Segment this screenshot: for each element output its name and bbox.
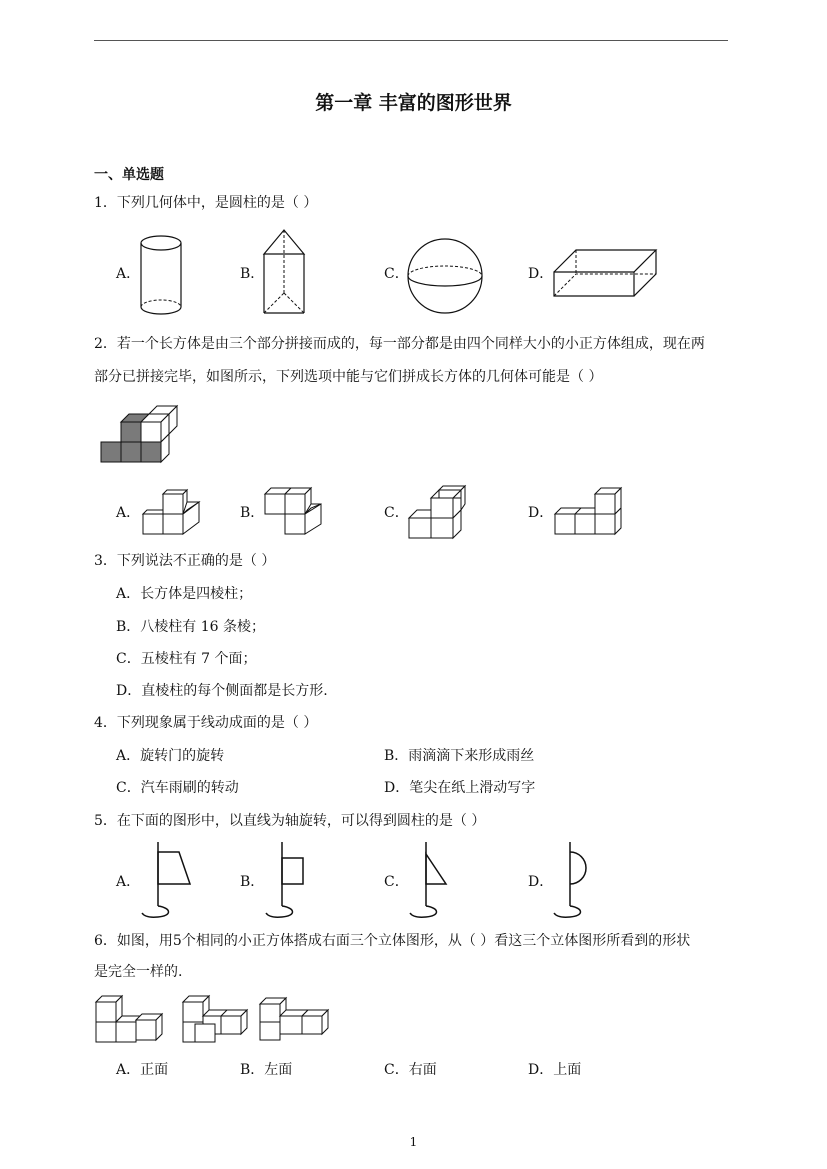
question-5-stem: 5．在下面的图形中，以直线为轴旋转，可以得到圆柱的是（ ）	[94, 813, 486, 829]
question-3-stem: 3．下列说法不正确的是（ ）	[94, 553, 276, 569]
q3-option-d: D．直棱柱的每个侧面都是长方形.	[116, 683, 328, 699]
q6-option-b: B．左面	[240, 1062, 293, 1078]
q3-option-c: C．五棱柱有 7 个面；	[116, 651, 257, 667]
question-1-stem: 1．下列几何体中，是圆柱的是（ ）	[94, 195, 318, 211]
q1-option-c-label: C．	[384, 266, 409, 282]
q6-option-c: C．右面	[384, 1062, 437, 1078]
page-title: 第一章 丰富的图形世界	[315, 92, 512, 114]
q4-option-c: C．汽车雨刷的转动	[116, 780, 239, 796]
question-6-stem-line2: 是完全一样的.	[94, 964, 183, 980]
q5-option-b-rectangle-figure	[262, 842, 312, 920]
q2-option-b-label: B．	[240, 505, 265, 521]
question-4-stem: 4．下列现象属于线动成面的是（ ）	[94, 715, 318, 731]
cuboid-icon	[552, 248, 660, 300]
q3-option-a: A．长方体是四棱柱；	[116, 586, 253, 602]
q2-option-d-label: D．	[528, 505, 554, 521]
sphere-icon	[405, 236, 485, 316]
q5-option-c-label: C．	[384, 874, 409, 890]
q1-option-b-label: B．	[240, 266, 265, 282]
q5-option-d-semicircle-figure	[550, 842, 600, 920]
q2-option-c-figure	[409, 484, 467, 540]
page-number: 1	[409, 1135, 418, 1149]
q1-option-a-label: A．	[116, 266, 141, 282]
q6-option-a: A．正面	[116, 1062, 169, 1078]
q5-option-b-label: B．	[240, 874, 265, 890]
q4-option-d: D．笔尖在纸上滑动写字	[384, 780, 536, 796]
q5-option-a-label: A．	[116, 874, 141, 890]
triangular-prism-icon	[262, 228, 310, 318]
cylinder-icon	[136, 232, 186, 320]
q4-option-a: A．旋转门的旋转	[116, 748, 225, 764]
question-6-stem-line1: 6．如图，用5个相同的小正方体搭成右面三个立体图形，从（ ）看这三个立体图形所看到的形状	[94, 933, 691, 949]
q5-option-d-label: D．	[528, 874, 554, 890]
question-2-stem-line2: 部分已拼接完毕，如图所示，下列选项中能与它们拼成长方体的几何体可能是（ ）	[94, 369, 603, 385]
q2-option-a-label: A．	[116, 505, 141, 521]
q6-solid-2-figure	[183, 994, 247, 1046]
q3-option-b: B．八棱柱有 16 条棱；	[116, 619, 266, 635]
q1-option-d-label: D．	[528, 266, 554, 282]
q2-option-d-figure	[555, 488, 627, 538]
question-2-stem-line1: 2．若一个长方体是由三个部分拼接而成的，每一部分都是由四个同样大小的小正方体组成，现在两	[94, 336, 705, 352]
header-rule	[94, 40, 728, 41]
q2-option-c-label: C．	[384, 505, 409, 521]
q6-solid-3-figure	[260, 996, 330, 1044]
q6-option-d: D．上面	[528, 1062, 582, 1078]
q2-option-a-figure	[143, 490, 203, 538]
q2-option-b-figure	[265, 488, 325, 538]
q5-option-c-triangle-figure	[406, 842, 456, 920]
section-heading: 一、单选题	[94, 167, 164, 183]
q6-solid-1-figure	[96, 994, 164, 1046]
q4-option-b: B．雨滴滴下来形成雨丝	[384, 748, 535, 764]
assembled-cuboid-parts-figure	[99, 406, 179, 464]
q5-option-a-trapezoid-figure	[138, 842, 198, 920]
